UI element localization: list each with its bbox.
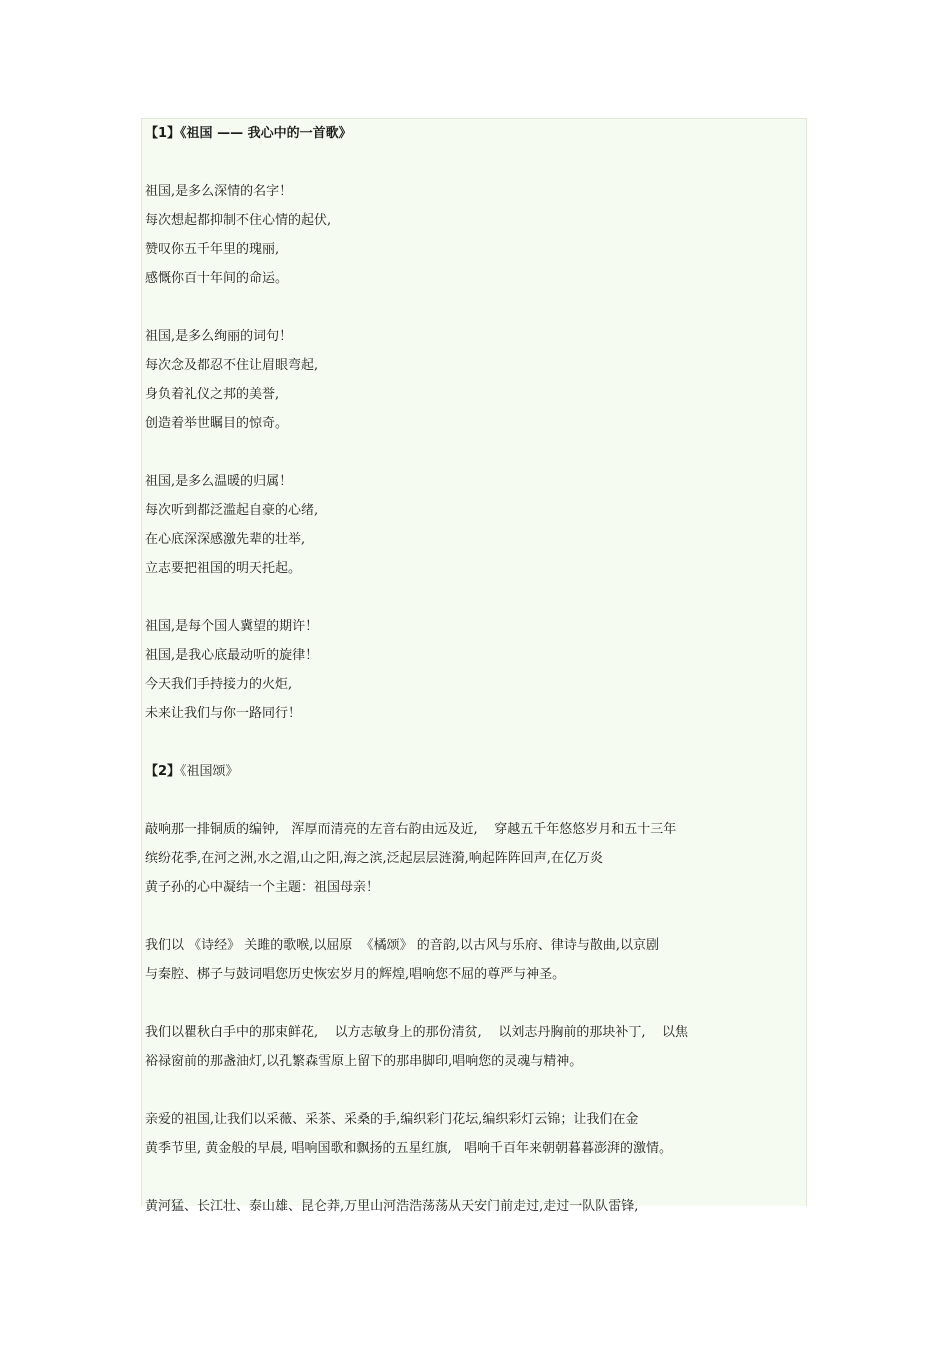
prose-line: 裕禄窗前的那盏油灯,以孔繁森雪原上留下的那串脚印,唱响您的灵魂与精神。 (145, 1054, 583, 1069)
poem-line: 未来让我们与你一路同行！ (145, 706, 302, 721)
prose-line: 黄河猛、长江壮、泰山雄、昆仑莽,万里山河浩浩荡荡从天安门前走过,走过一队队雷锋, (145, 1199, 639, 1214)
poem1-stanza (145, 177, 805, 293)
poem-line: 祖国,是多么绚丽的词句！ (145, 329, 293, 344)
prose-line: 黄季节里, 黄金般的早晨, 唱响国歌和飘扬的五星红旗, 唱响千百年来朝朝暮暮澎湃的激情。 (145, 1141, 673, 1156)
poem-line: 祖国,是多么深情的名字！ (145, 184, 293, 199)
poem2-title: 《祖国颂》 (180, 764, 239, 779)
poem1-title: 《祖国 —— 我心中的一首歌》 (180, 126, 352, 141)
poem1-stanza (145, 467, 805, 583)
poem-line: 今天我们手持接力的火炬, (145, 677, 293, 692)
poem2-paragraph (145, 1105, 805, 1163)
poem2-paragraph (145, 1192, 805, 1221)
poem2-heading (145, 762, 805, 781)
poem-line: 身负着礼仪之邦的美誉, (145, 387, 280, 402)
document-panel (141, 118, 807, 1214)
prose-line: 黄子孙的心中凝结一个主题：祖国母亲！ (145, 880, 380, 895)
poem1-stanza (145, 322, 805, 438)
poem2-paragraph (145, 931, 805, 989)
poem2-paragraph (145, 1018, 805, 1076)
prose-line: 敲响那一排铜质的编钟, 浑厚而清亮的左音右韵由远及近, 穿越五千年悠悠岁月和五十三年 (145, 822, 677, 837)
poem2-paragraph (145, 815, 805, 902)
prose-line: 与秦腔、梆子与鼓词唱您历史恢宏岁月的辉煌,唱响您不屈的尊严与神圣。 (145, 967, 566, 982)
poem-line: 每次念及都忍不住让眉眼弯起, (145, 358, 319, 373)
prose-line: 亲爱的祖国,让我们以采薇、采茶、采桑的手,编织彩门花坛,编织彩灯云锦；让我们在金 (145, 1112, 639, 1127)
poem2-number: 【2】 (145, 764, 181, 779)
poem1-number: 【1】 (145, 126, 181, 141)
prose-line: 我们以 《诗经》 关雎的歌喉,以屈原 《橘颂》 的音韵,以古风与乐府、律诗与散曲,以京剧 (145, 938, 660, 953)
prose-line: 我们以瞿秋白手中的那束鲜花, 以方志敏身上的那份清贫, 以刘志丹胸前的那块补丁, 以焦 (145, 1025, 688, 1040)
poem-line: 立志要把祖国的明天托起。 (145, 561, 302, 576)
poem1-stanza (145, 612, 805, 728)
poem-line: 感慨你百十年间的命运。 (145, 271, 289, 286)
poem-line: 每次听到都泛滥起自豪的心绪, (145, 503, 319, 518)
poem-line: 每次想起都抑制不住心情的起伏, (145, 213, 332, 228)
poem-line: 祖国,是我心底最动听的旋律！ (145, 648, 319, 663)
poem-line: 祖国,是多么温暖的归属！ (145, 474, 293, 489)
poem-line: 赞叹你五千年里的瑰丽, (145, 242, 280, 257)
poem-line: 在心底深深感激先辈的壮举, (145, 532, 306, 547)
poem-line: 祖国,是每个国人冀望的期许！ (145, 619, 319, 634)
poem1-heading (145, 124, 805, 143)
document-content (145, 124, 805, 1221)
prose-line: 缤纷花季,在河之洲,水之湄,山之阳,海之滨,泛起层层涟漪,响起阵阵回声,在亿万炎 (145, 851, 603, 866)
poem-line: 创造着举世瞩目的惊奇。 (145, 416, 289, 431)
